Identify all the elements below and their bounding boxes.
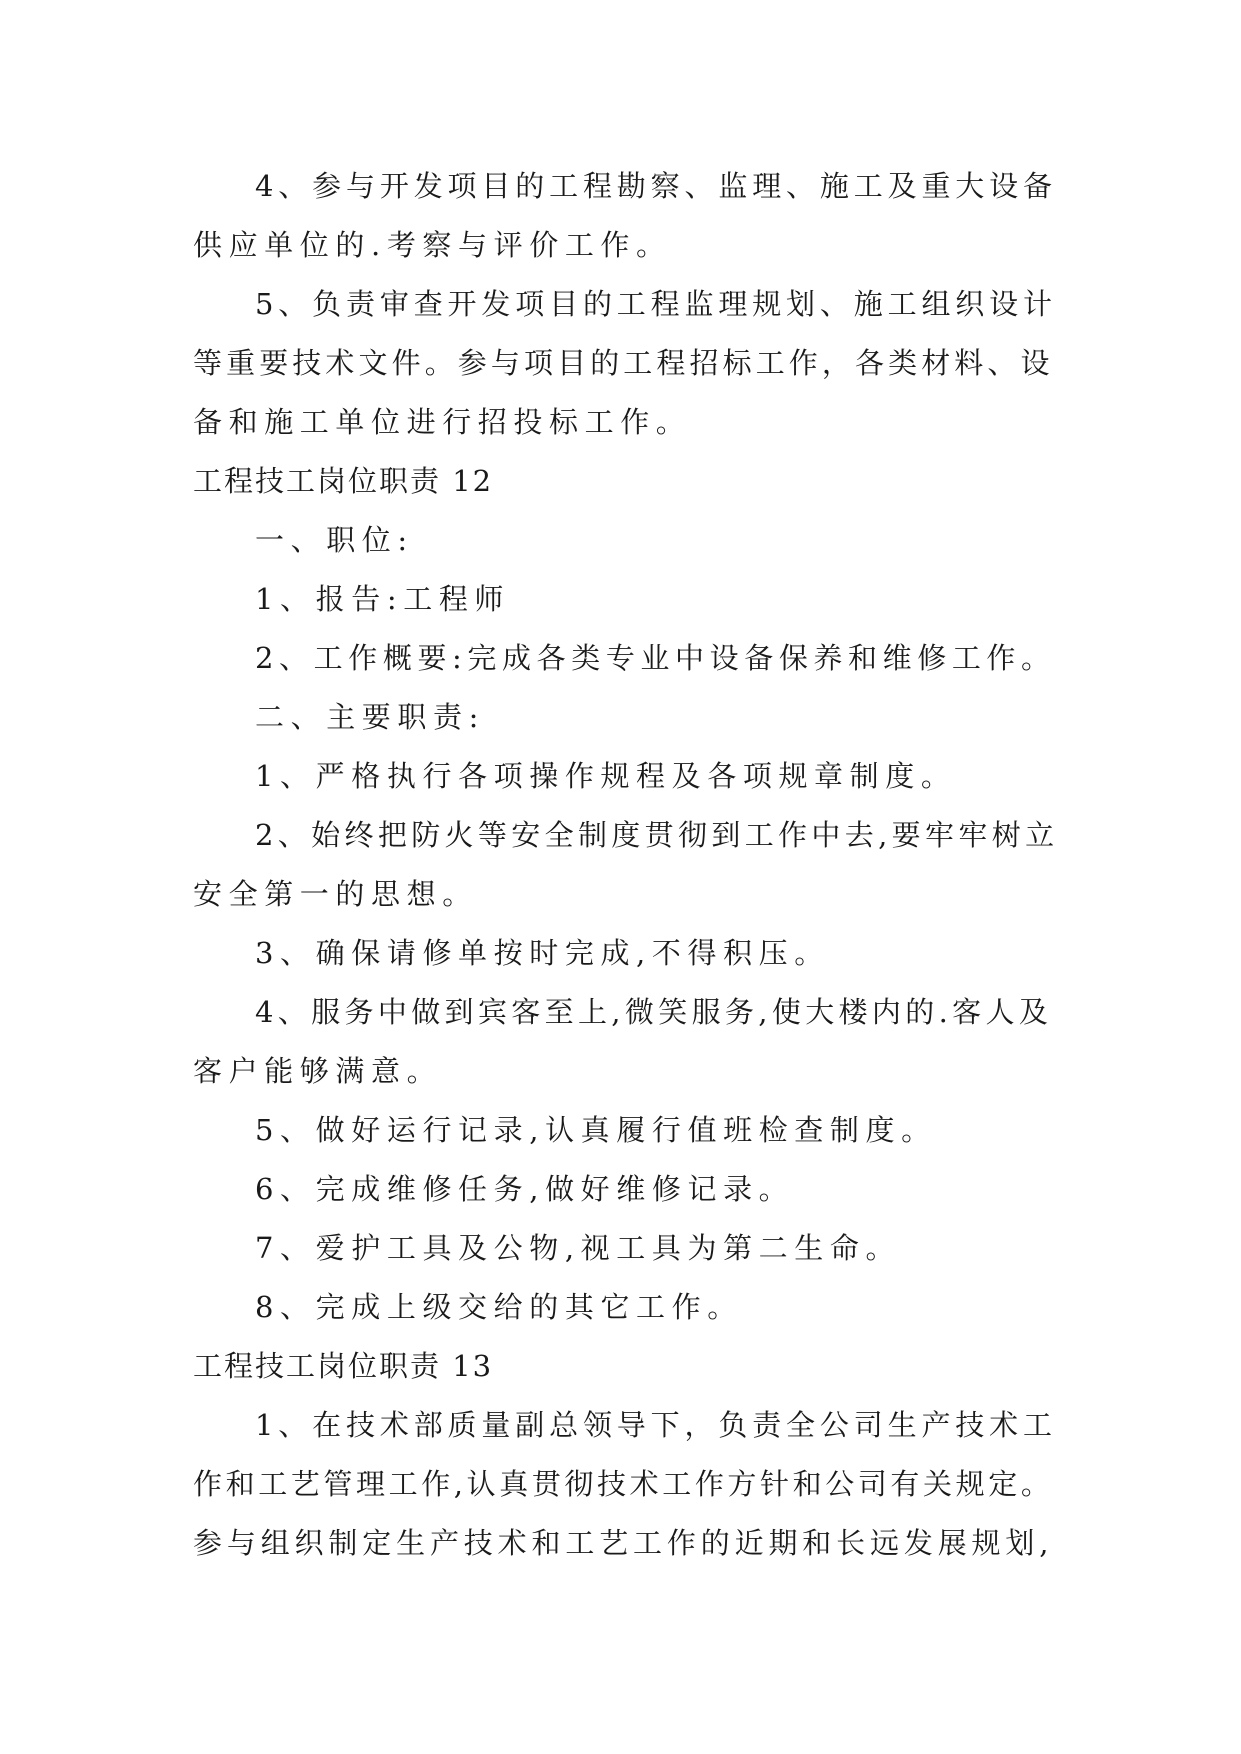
text-line: 一、职位: [255,523,414,557]
text-line: 1、在技术部质量副总领导下，负责全公司生产技术工 [255,1408,1057,1442]
text-line: 安全第一的思想。 [193,877,478,911]
text-line: 供应单位的.考察与评价工作。 [193,228,672,262]
text-line: 2、始终把防火等安全制度贯彻到工作中去,要牢牢树立 [255,818,1059,852]
section-heading: 工程技工岗位职责 12 [193,464,494,498]
text-line: 3、确保请修单按时完成,不得积压。 [255,936,830,970]
text-line: 参与组织制定生产技术和工艺工作的近期和长远发展规划, [193,1526,1054,1560]
text-line: 1、报告:工程师 [255,582,511,616]
text-line: 1、严格执行各项操作规程及各项规章制度。 [255,759,957,793]
text-line: 8、完成上级交给的其它工作。 [255,1290,743,1324]
text-line: 2、工作概要:完成各类专业中设备保养和维修工作。 [255,641,1056,675]
text-line: 备和施工单位进行招投标工作。 [193,405,692,439]
text-line: 4、参与开发项目的工程勘察、监理、施工及重大设备 [255,169,1057,203]
text-line: 5、做好运行记录,认真履行值班检查制度。 [255,1113,937,1147]
text-line: 二、主要职责: [255,700,485,734]
text-line: 等重要技术文件。参与项目的工程招标工作，各类材料、设 [193,346,1054,380]
text-line: 5、负责审查开发项目的工程监理规划、施工组织设计 [255,287,1057,321]
text-line: 6、完成维修任务,做好维修记录。 [255,1172,795,1206]
text-line: 客户能够满意。 [193,1054,443,1088]
text-line: 作和工艺管理工作,认真贯彻技术工作方针和公司有关规定。 [193,1467,1054,1501]
section-heading: 工程技工岗位职责 13 [193,1349,494,1383]
text-line: 4、服务中做到宾客至上,微笑服务,使大楼内的.客人及 [255,995,1053,1029]
text-line: 7、爱护工具及公物,视工具为第二生命。 [255,1231,902,1265]
document-body [193,157,1058,1573]
